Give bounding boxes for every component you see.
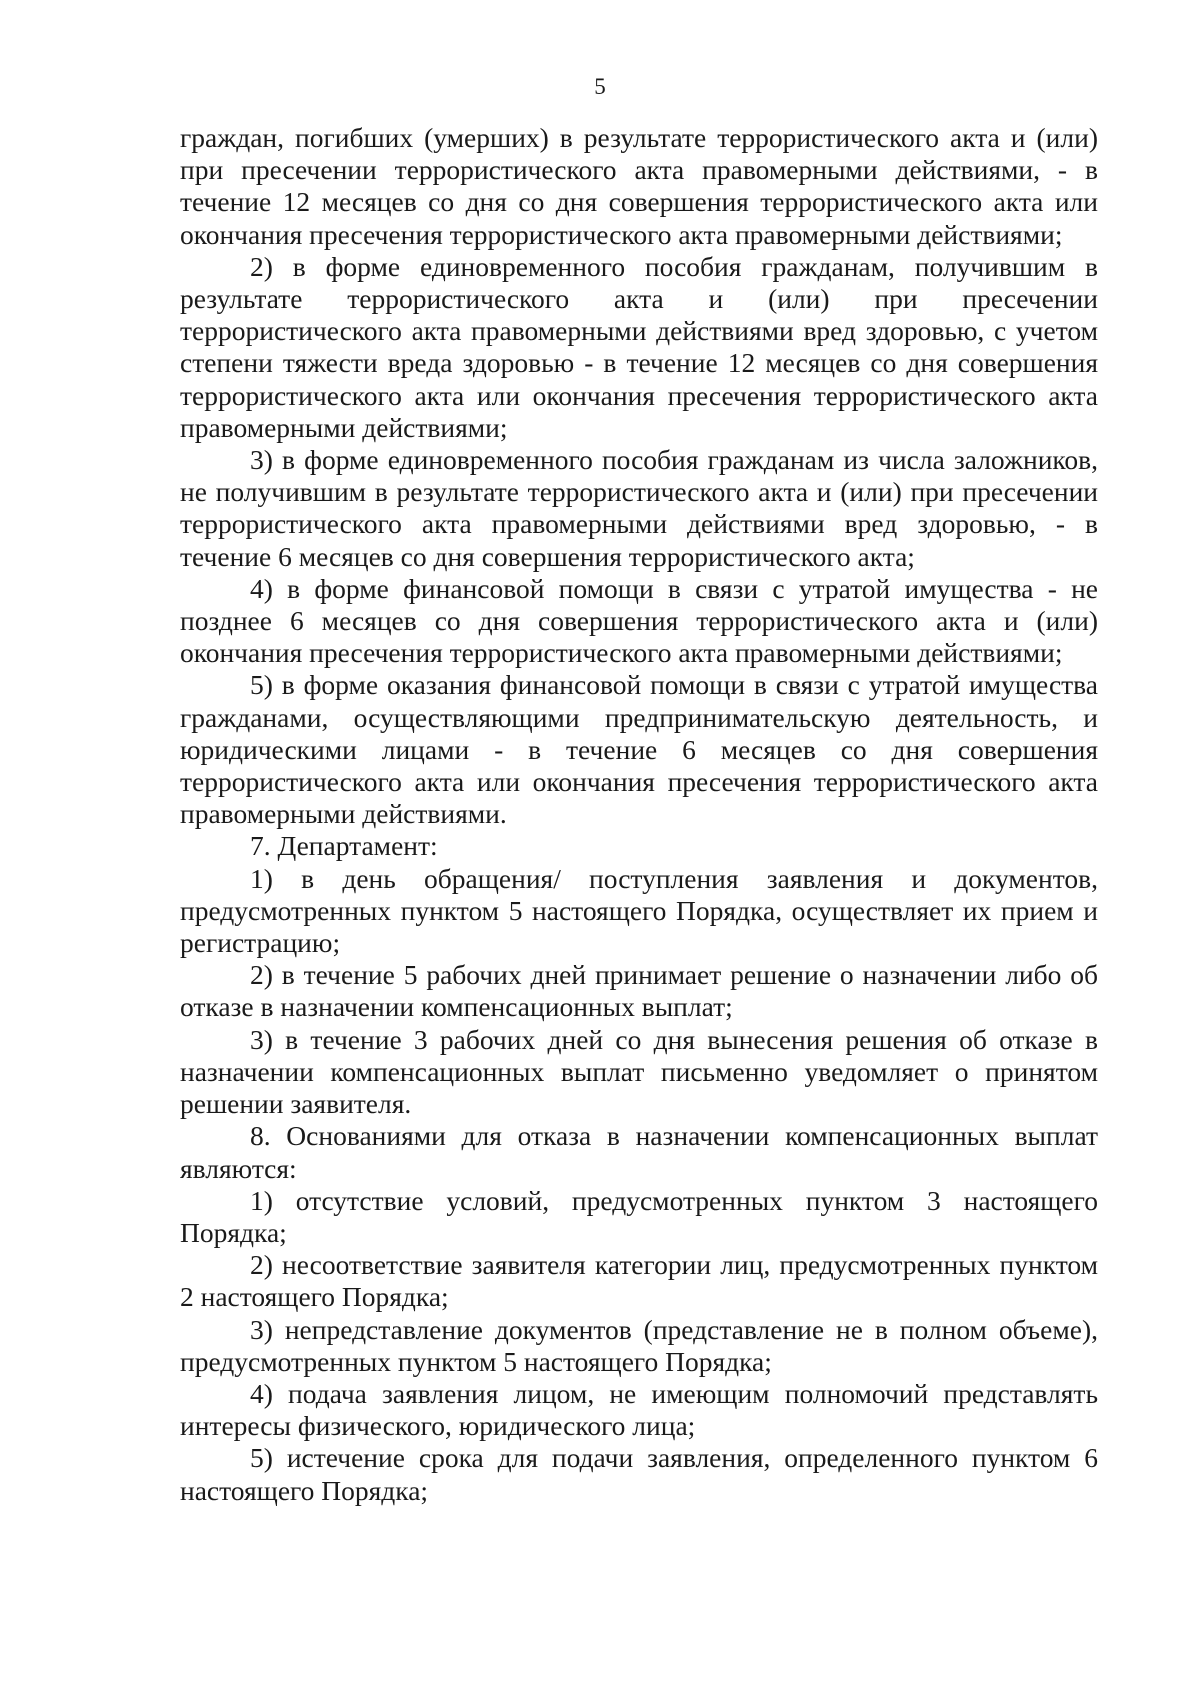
paragraph-11: 2) несоответствие заявителя категории лиц, предусмотренных пунктом 2 настоящего Порядка; — [180, 1249, 1098, 1313]
paragraph-3: 4) в форме финансовой помощи в связи с утратой имущества - не позднее 6 месяцев со дня совершения террористического акта и (или) окончания пресечения террористического акта правомерными действиями; — [180, 572, 1098, 669]
paragraph-4: 5) в форме оказания финансовой помощи в связи с утратой имущества гражданами, осуществляющими предпринимательскую деятельность, и юридическими лицами - в течение 6 месяцев со дня совершения террористического акта или окончания пресечения террористического акта правомерными действиями. — [180, 669, 1098, 830]
paragraph-6: 1) в день обращения/ поступления заявления и документов, предусмотренных пунктом 5 настоящего Порядка, осуществляет их прием и регистрацию; — [180, 862, 1098, 959]
page-number: 5 — [594, 74, 606, 99]
document-body — [180, 122, 1098, 1507]
paragraph-8: 3) в течение 3 рабочих дней со дня вынесения решения об отказе в назначении компенсационных выплат письменно уведомляет о принятом решении заявителя. — [180, 1023, 1098, 1120]
paragraph-1: 2) в форме единовременного пособия гражданам, получившим в результате террористического акта и (или) при пресечении террористического акта правомерными действиями вред здоровью, с учетом степени тяжести вреда здоровью - в течение 12 месяцев со дня совершения террористического акта или окончания пресечения террористического акта правомерными действиями; — [180, 250, 1098, 443]
paragraph-7: 2) в течение 5 рабочих дней принимает решение о назначении либо об отказе в назначении компенсационных выплат; — [180, 959, 1098, 1023]
section-heading-8: 8. Основаниями для отказа в назначении компенсационных выплат являются: — [180, 1120, 1098, 1184]
paragraph-10: 1) отсутствие условий, предусмотренных пунктом 3 настоящего Порядка; — [180, 1184, 1098, 1248]
paragraph-13: 4) подача заявления лицом, не имеющим полномочий представлять интересы физического, юридического лица; — [180, 1377, 1098, 1442]
paragraph-2: 3) в форме единовременного пособия гражданам из числа заложников, не получившим в результате террористического акта и (или) при пресечении террористического акта правомерными действиями вред здоровью, - в течение 6 месяцев со дня совершения террористического акта; — [180, 444, 1098, 572]
paragraph-14: 5) истечение срока для подачи заявления, определенного пунктом 6 настоящего Порядка; — [180, 1442, 1098, 1506]
section-heading-7: 7. Департамент: — [250, 830, 438, 862]
paragraph-12: 3) непредставление документов (представление не в полном объеме), предусмотренных пунктом 5 настоящего Порядка; — [180, 1313, 1098, 1377]
paragraph-0: граждан, погибших (умерших) в результате террористического акта и (или) при пресечении террористического акта правомерными действиями, - в течение 12 месяцев со дня со дня совершения террористического акта или окончания пресечения террористического акта правомерными действиями; — [180, 122, 1098, 250]
